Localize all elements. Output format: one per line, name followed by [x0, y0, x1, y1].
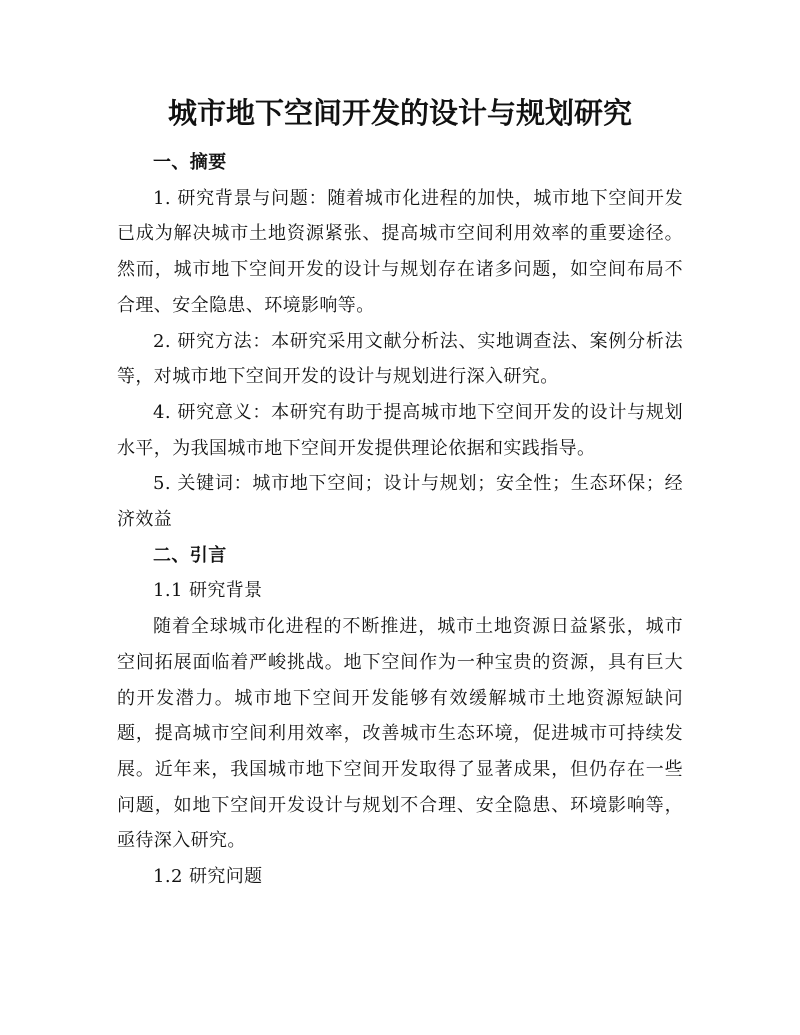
document-body — [117, 145, 683, 895]
section-heading-abstract: 一、摘要 — [153, 152, 227, 173]
paragraph-keywords: 5. 关键词：城市地下空间；设计与规划；安全性；生态环保；经济效益 — [117, 473, 683, 531]
subheading-research-questions: 1.2 研究问题 — [153, 866, 263, 888]
paragraph-research-method: 2. 研究方法：本研究采用文献分析法、实地调查法、案例分析法等，对城市地下空间开发的设计与规划进行深入研究。 — [117, 330, 683, 388]
section-heading-introduction: 二、引言 — [153, 544, 227, 566]
paragraph-background-body: 随着全球城市化进程的不断推进，城市土地资源日益紧张，城市空间拓展面临着严峻挑战。地下空间作为一种宝贵的资源，具有巨大的开发潜力。城市地下空间开发能够有效缓解城市土地资源短缺问题，提高城市空间利用效率，改善城市生态环境，促进城市可持续发展。近年来，我国城市地下空间开发取得了显著成果，但仍存在一些问题，如地下空间开发设计与规划不合理、安全隐患、环境影响等，亟待深入研究。 — [117, 616, 683, 852]
paragraph-research-significance: 4. 研究意义：本研究有助于提高城市地下空间开发的设计与规划水平，为我国城市地下空间开发提供理论依据和实践指导。 — [117, 401, 683, 459]
subheading-research-background: 1.1 研究背景 — [153, 580, 263, 602]
document-title: 城市地下空间开发的设计与规划研究 — [167, 96, 632, 130]
paragraph-research-background-problem: 1. 研究背景与问题：随着城市化进程的加快，城市地下空间开发已成为解决城市土地资源紧张、提高城市空间利用效率的重要途径。然而，城市地下空间开发的设计与规划存在诸多问题，如空间布局不合理、安全隐患、环境影响等。 — [117, 187, 683, 316]
